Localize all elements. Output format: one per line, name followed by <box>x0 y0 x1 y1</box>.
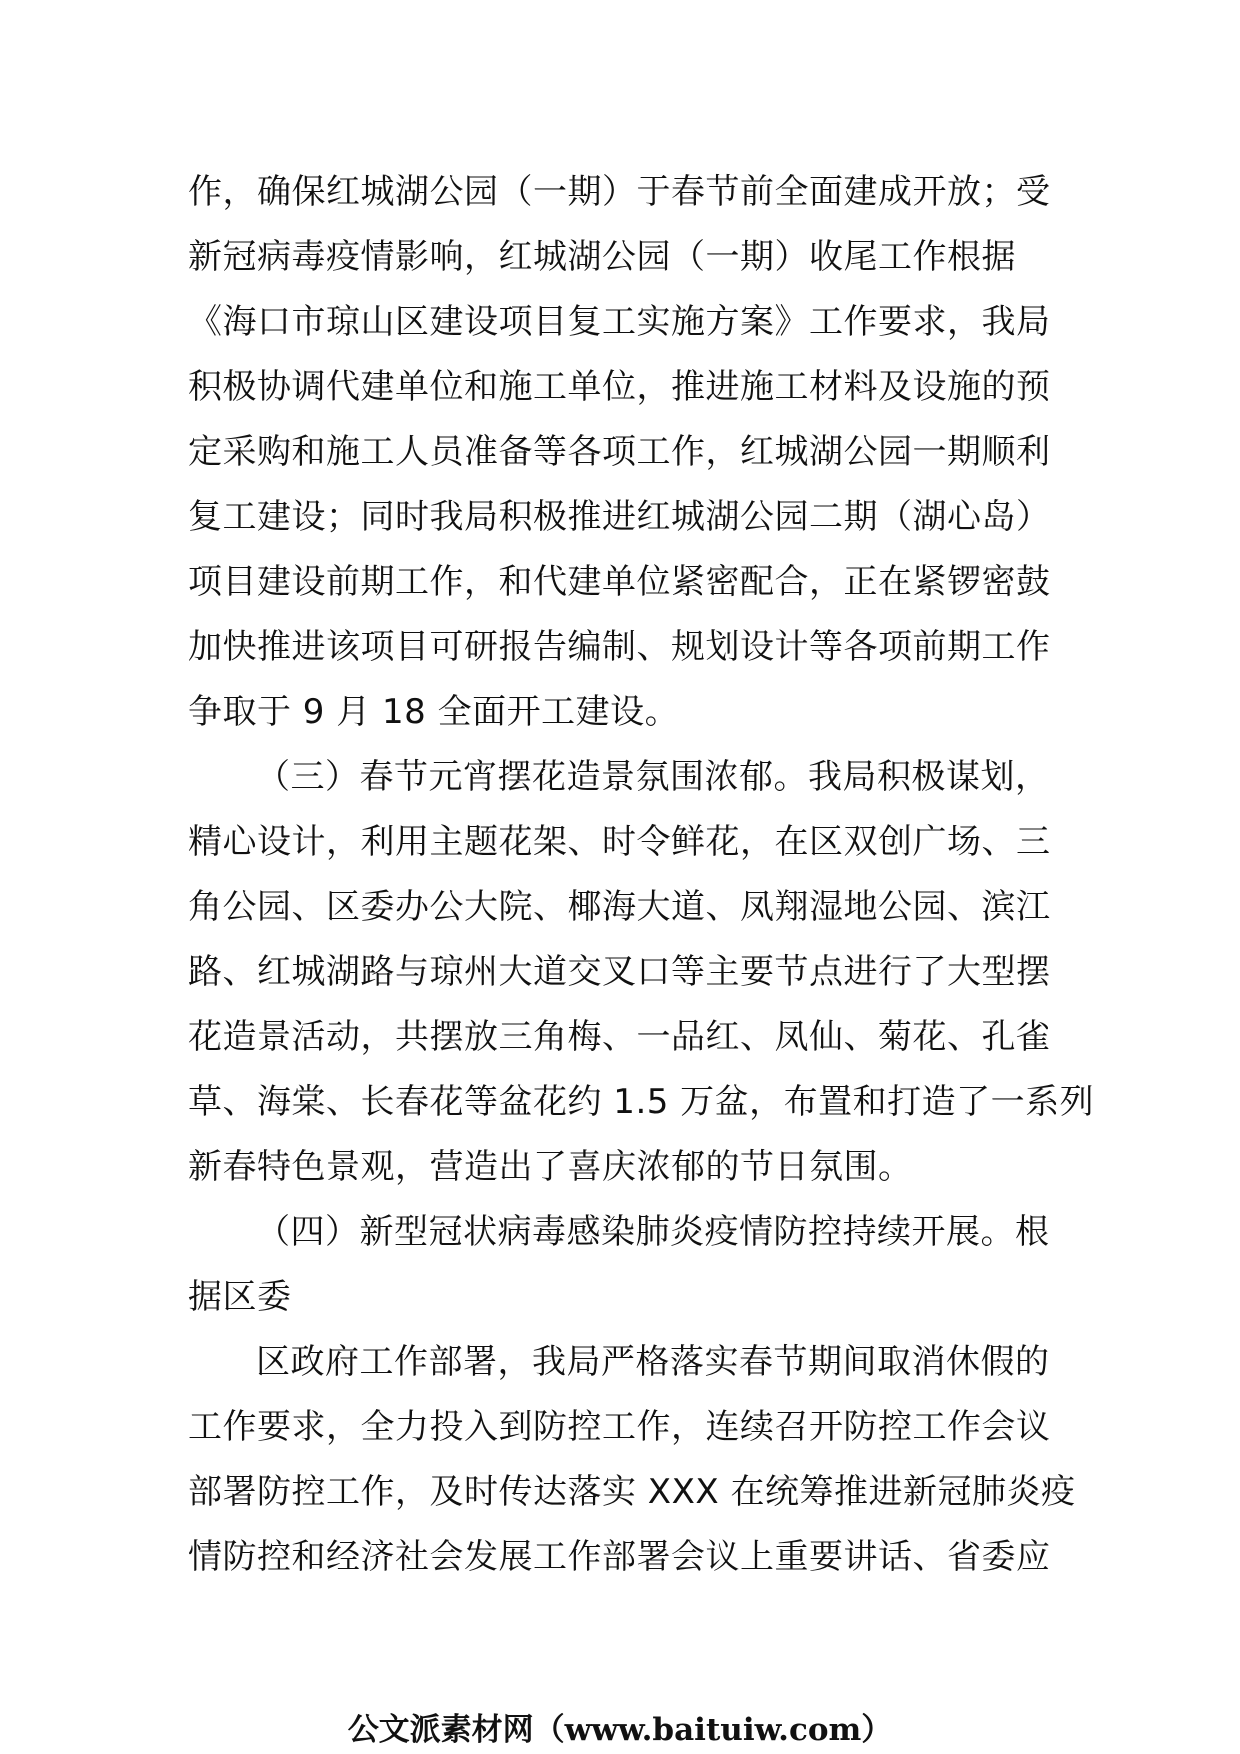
paragraph-line: 情防控和经济社会发展工作部署会议上重要讲话、省委应 <box>188 1537 1051 1577</box>
paragraph-line: 路、红城湖路与琼州大道交叉口等主要节点进行了大型摆 <box>188 952 1051 992</box>
section-heading-line: （四）新型冠状病毒感染肺炎疫情防控持续开展。根 <box>256 1212 1050 1252</box>
paragraph-line: 争取于 9 月 18 全面开工建设。 <box>188 692 680 732</box>
paragraph-line: 积极协调代建单位和施工单位，推进施工材料及设施的预 <box>188 367 1051 407</box>
paragraph-line: 花造景活动，共摆放三角梅、一品红、凤仙、菊花、孔雀 <box>188 1017 1051 1057</box>
paragraph-line: 据区委 <box>188 1277 292 1317</box>
paragraph-line: 定采购和施工人员准备等各项工作，红城湖公园一期顺利 <box>188 432 1051 472</box>
paragraph-line: 新冠病毒疫情影响，红城湖公园（一期）收尾工作根据 <box>188 237 1016 277</box>
section-heading-line: （三）春节元宵摆花造景氛围浓郁。我局积极谋划， <box>256 757 1050 797</box>
paragraph-line: 作，确保红城湖公园（一期）于春节前全面建成开放；受 <box>188 172 1051 212</box>
paragraph-line: 新春特色景观，营造出了喜庆浓郁的节日氛围。 <box>188 1147 913 1187</box>
footer-watermark: 公文派素材网（www.baituiw.com） <box>347 1712 893 1748</box>
paragraph-line: 复工建设；同时我局积极推进红城湖公园二期（湖心岛） <box>188 497 1051 537</box>
paragraph-line: 区政府工作部署，我局严格落实春节期间取消休假的 <box>256 1342 1050 1382</box>
paragraph-line: 部署防控工作，及时传达落实 XXX 在统筹推进新冠肺炎疫 <box>188 1472 1076 1512</box>
paragraph-line: 工作要求，全力投入到防控工作，连续召开防控工作会议 <box>188 1407 1051 1447</box>
paragraph-line: 《海口市琼山区建设项目复工实施方案》工作要求，我局 <box>188 302 1051 342</box>
paragraph-line: 加快推进该项目可研报告编制、规划设计等各项前期工作 <box>188 627 1051 667</box>
paragraph-line: 角公园、区委办公大院、椰海大道、凤翔湿地公园、滨江 <box>188 887 1051 927</box>
paragraph-line: 精心设计，利用主题花架、时令鲜花，在区双创广场、三 <box>188 822 1051 862</box>
paragraph-line: 项目建设前期工作，和代建单位紧密配合，正在紧锣密鼓 <box>188 562 1051 602</box>
document-body <box>188 160 1095 1590</box>
paragraph-line: 草、海棠、长春花等盆花约 1.5 万盆，布置和打造了一系列 <box>188 1082 1095 1122</box>
